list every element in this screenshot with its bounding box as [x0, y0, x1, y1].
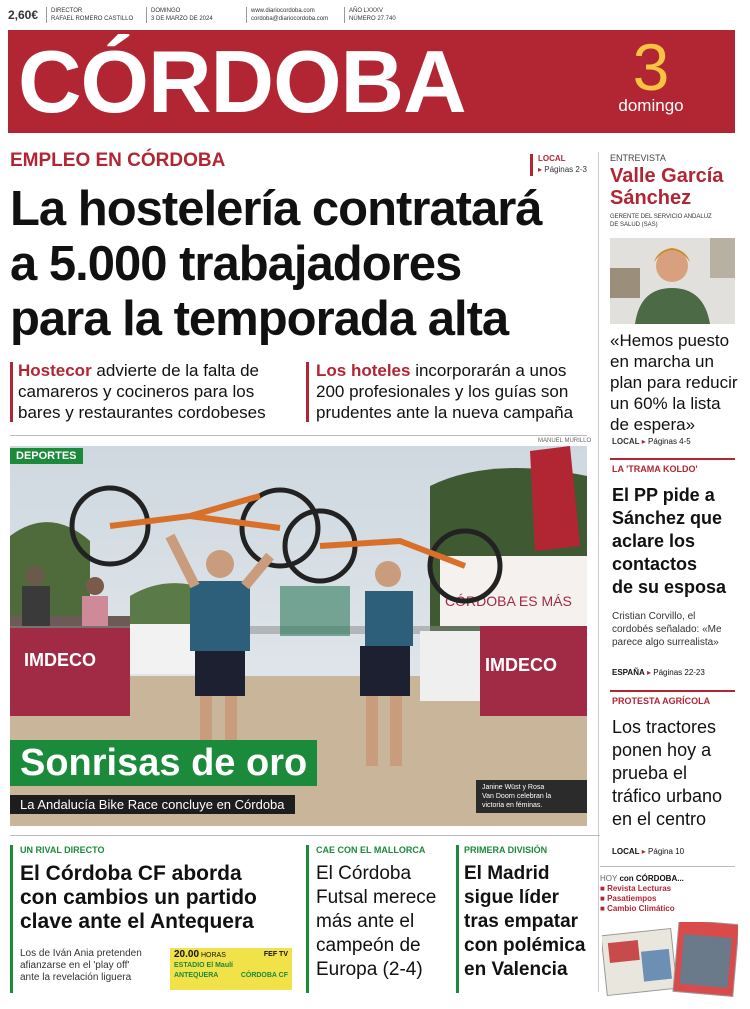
- agro-head-line: prueba el: [612, 763, 688, 783]
- match-home: ANTEQUERA: [174, 972, 219, 979]
- koldo-section: ESPAÑA: [612, 668, 645, 677]
- lead-photo[interactable]: [10, 446, 587, 826]
- day-name: domingo: [618, 96, 684, 115]
- col1-bar: [10, 845, 13, 993]
- agro-pages: Página 10: [648, 847, 685, 856]
- interview-name-line: Sánchez: [610, 187, 692, 209]
- sub2-text: 200 profesionales y los guías son: [316, 382, 569, 401]
- col2-kicker: CAE CON EL MALLORCA: [316, 845, 426, 855]
- quote-line: «Hemos puesto: [610, 331, 730, 350]
- banner-imdeco-2: IMDECO: [485, 655, 557, 675]
- koldo-kicker: LA 'TRAMA KOLDO': [612, 464, 698, 474]
- supplement-thumbnails: [602, 922, 738, 997]
- match-hours: HORAS: [200, 952, 226, 959]
- banner-cordoba: CÓRDOBA ES MÁS: [445, 593, 572, 609]
- agro-ref: LOCAL ▸ Página 10: [612, 847, 685, 856]
- col1-head-line: clave ante el Antequera: [20, 910, 254, 933]
- banner-imdeco: IMDECO: [24, 650, 96, 670]
- koldo-head-line: El PP pide a: [612, 485, 715, 505]
- web-link[interactable]: www.diariocordoba.com: [251, 8, 315, 14]
- koldo-text-line: Cristian Corvillo, el: [612, 611, 696, 622]
- col1-headline[interactable]: [20, 862, 302, 934]
- email-link[interactable]: cordoba@diariocordoba.com: [251, 16, 329, 22]
- lead-section-bar: [530, 154, 533, 176]
- agro-head-line: tráfico urbano: [612, 786, 723, 806]
- today-brand: con CÓRDOBA...: [619, 874, 684, 883]
- divider: [600, 866, 735, 867]
- sidebar-rule: [610, 690, 735, 692]
- day-label: DOMINGO: [151, 8, 181, 14]
- col3-kicker: PRIMERA DIVISIÓN: [464, 845, 548, 855]
- koldo-head-line: de su esposa: [612, 577, 727, 597]
- col2-bar: [306, 845, 309, 993]
- interview-role-line: DE SALUD (SAS): [610, 222, 658, 228]
- quote-line: en marcha un: [610, 352, 714, 371]
- photo-caption: [476, 780, 587, 813]
- sub2-text: incorporarán a unos: [415, 361, 567, 380]
- match-away: CÓRDOBA CF: [240, 972, 288, 979]
- interview-role-line: GERENTE DEL SERVICIO ANDALUZ: [610, 214, 712, 220]
- sub2-text: prudentes ante la nueva campaña: [316, 403, 574, 422]
- koldo-head-line: aclare los: [612, 531, 696, 551]
- newspaper-title: CÓRDOBA: [18, 32, 466, 131]
- caption-line: victoria en féminas.: [482, 802, 543, 809]
- interview-name: [610, 165, 738, 209]
- lead-headline-line: a 5.000 trabajadores: [10, 237, 462, 291]
- match-stadium: ESTADIO El Maulí: [174, 962, 233, 969]
- sub2-bold: Los hoteles: [316, 361, 411, 380]
- koldo-text-line: cordobés señalado: «Me: [612, 624, 722, 635]
- caption-line: Van Doorn celebran la: [482, 793, 552, 800]
- issue-number: NÚMERO 27.740: [349, 16, 396, 22]
- masthead: [8, 30, 735, 133]
- col3-head-line: con polémica: [464, 935, 586, 956]
- col2-head-line: más ante el: [316, 911, 415, 932]
- koldo-headline[interactable]: [612, 484, 737, 599]
- photo-credit: MANUEL MURILLO: [538, 438, 592, 444]
- sidebar-interview[interactable]: [610, 153, 738, 229]
- col3-head-line: en Valencia: [464, 959, 568, 980]
- director-label: DIRECTOR: [51, 8, 83, 14]
- col1-kicker: UN RIVAL DIRECTO: [20, 845, 105, 855]
- col1-text-line: afianzarse en el 'play off': [20, 960, 130, 971]
- sub1-bold: Hostecor: [18, 361, 92, 380]
- price: 2,60€: [8, 8, 39, 22]
- col1-head-line: El Córdoba CF aborda: [20, 862, 242, 885]
- agro-head-line: Los tractores: [612, 717, 717, 737]
- director-info: [46, 7, 133, 23]
- today-item: Pasatiempos: [607, 894, 657, 903]
- masthead-date: [576, 32, 726, 116]
- today-item: Revista Lecturas: [607, 884, 672, 893]
- divider: [10, 835, 600, 836]
- col3-head-line: El Madrid: [464, 863, 550, 884]
- interview-kicker: ENTREVISTA: [610, 153, 666, 163]
- koldo-head-line: Sánchez que: [612, 508, 723, 528]
- interview-photo: [610, 238, 735, 324]
- agro-head-line: en el centro: [612, 809, 707, 829]
- lead-headline[interactable]: [10, 182, 590, 347]
- col2-headline[interactable]: [316, 862, 456, 982]
- col1-text: [20, 948, 170, 984]
- match-box: [170, 948, 292, 990]
- supplements-image: [602, 922, 738, 997]
- sub1-bar: [10, 362, 13, 422]
- col2-head-line: Europa (2-4): [316, 959, 423, 980]
- lead-section: LOCAL: [538, 154, 566, 163]
- sub1-text: camareros y cocineros para los: [18, 382, 255, 401]
- lead-headline-line: La hostelería contratará: [10, 182, 542, 236]
- col3-head-line: sigue líder: [464, 887, 560, 908]
- lead-subhead-1: [18, 360, 288, 423]
- lead-headline-line: para la temporada alta: [10, 292, 509, 346]
- date-full: 3 DE MARZO DE 2024: [151, 16, 213, 22]
- koldo-head-line: contactos: [612, 554, 698, 574]
- sub1-text: bares y restaurantes cordobeses: [18, 403, 266, 422]
- issue-info: [344, 7, 396, 23]
- lead-kicker: EMPLEO EN CÓRDOBA: [10, 150, 226, 171]
- koldo-text: [612, 610, 740, 649]
- photo-section-tag: DEPORTES: [10, 448, 83, 464]
- interview-quote: [610, 330, 740, 435]
- koldo-text-line: parece algo surrealista»: [612, 637, 719, 648]
- photo-title: Sonrisas de oro: [10, 740, 317, 786]
- interview-ref: LOCAL ▸ Páginas 4-5: [612, 437, 691, 446]
- sidebar-rule: [610, 458, 735, 460]
- col3-bar: [456, 845, 459, 993]
- lead-subhead-2: [316, 360, 588, 423]
- today-prefix: HOY: [600, 874, 618, 883]
- today-box[interactable]: HOY con CÓRDOBA... ■ Revista Lecturas ■ Pasatiempos ■ Cambio Climático: [600, 874, 684, 913]
- lead-pages: Páginas 2-3: [544, 165, 587, 174]
- col1-text-line: ante la revelación liguera: [20, 972, 132, 983]
- col3-head-line: tras empatar: [464, 911, 579, 932]
- director-name: RAFAEL ROMERO CASTILLO: [51, 16, 134, 22]
- portrait-illustration: [610, 238, 735, 324]
- sidebar-divider: [598, 152, 599, 992]
- quote-line: de espera»: [610, 415, 696, 434]
- interview-pages: Páginas 4-5: [648, 437, 691, 446]
- quote-line: plan para reducir: [610, 373, 738, 392]
- day-number: 3: [632, 30, 670, 104]
- col1-head-line: con cambios un partido: [20, 886, 257, 909]
- interview-name-line: Valle García: [610, 165, 724, 187]
- koldo-ref: ESPAÑA ▸ Páginas 22-23: [612, 668, 705, 677]
- agro-head-line: ponen hoy a: [612, 740, 712, 760]
- interview-section: LOCAL: [612, 437, 640, 446]
- date-info: [146, 7, 213, 23]
- agro-kicker: PROTESTA AGRÍCOLA: [612, 696, 711, 706]
- col2-head-line: Futsal merece: [316, 887, 437, 908]
- col2-head-line: El Córdoba: [316, 863, 412, 884]
- caption-line: Janine Wüst y Rosa: [482, 784, 545, 791]
- col2-head-line: campeón de: [316, 935, 421, 956]
- agro-headline[interactable]: [612, 716, 740, 831]
- divider: [10, 435, 587, 436]
- quote-line: un 60% la lista: [610, 394, 721, 413]
- today-item: Cambio Climático: [607, 904, 675, 913]
- lead-section-ref: LOCAL ▸ Páginas 2-3: [538, 154, 587, 174]
- sub1-text: advierte de la falta de: [96, 361, 259, 380]
- col1-text-line: Los de Iván Ania pretenden: [20, 948, 142, 959]
- agro-section: LOCAL: [612, 847, 640, 856]
- interview-role: [610, 213, 738, 229]
- sub2-bar: [306, 362, 309, 422]
- koldo-pages: Páginas 22-23: [653, 668, 705, 677]
- contact-info: [246, 7, 328, 23]
- year: AÑO LXXXV: [349, 8, 384, 14]
- match-time: 20.00: [174, 949, 200, 960]
- match-tv: FEF TV: [263, 951, 288, 958]
- top-info-bar: [8, 6, 743, 28]
- col3-headline[interactable]: [464, 862, 594, 982]
- photo-subtitle: La Andalucía Bike Race concluye en Córdoba: [10, 795, 295, 814]
